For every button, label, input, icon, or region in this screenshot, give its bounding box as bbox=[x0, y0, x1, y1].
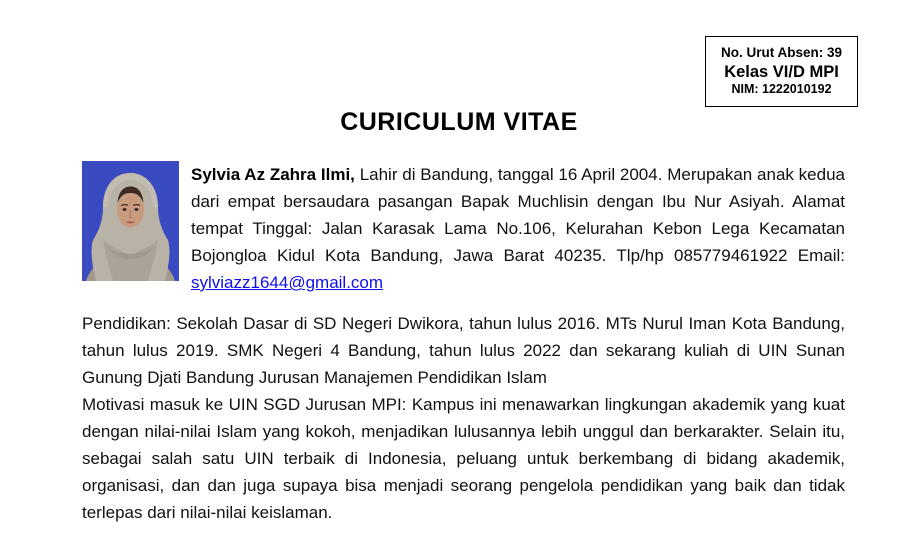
profile-section bbox=[82, 161, 845, 296]
class-label: Kelas VI/D MPI bbox=[724, 62, 839, 81]
nim-number: NIM: 1222010192 bbox=[731, 82, 832, 97]
profile-photo bbox=[82, 161, 179, 281]
person-name: Sylvia Az Zahra Ilmi, bbox=[191, 165, 355, 184]
identity-box bbox=[705, 36, 858, 107]
bio-text: Lahir di Bandung, tanggal 16 April 2004. Merupakan anak kedua dari empat bersaudara pasangan Bapak Muchlisin dengan Ibu Nur Asiyah. Alamat tempat Tinggal: Jalan Karasak Lama No.106, Kelurahan Kebon Lega Kecamatan Bojongloa Kidul Kota Bandung, Jawa Barat 40235. Tlp/hp 085779461922 Email: bbox=[191, 165, 845, 265]
cv-content bbox=[82, 161, 845, 526]
absen-number: No. Urut Absen: 39 bbox=[720, 44, 842, 60]
email-link[interactable]: sylviazz1644@gmail.com bbox=[191, 273, 384, 292]
education-paragraph: Pendidikan: Sekolah Dasar di SD Negeri Dwikora, tahun lulus 2016. MTs Nurul Iman Kota Bandung, tahun lulus 2019. SMK Negeri 4 Bandung, tahun lulus 2022 dan sekarang kuliah di UIN Sunan Gunung Djati Bandung Jurusan Manajemen Pendidikan Islam bbox=[82, 314, 845, 387]
page-title: CURICULUM VITAE bbox=[340, 108, 578, 136]
motivation-paragraph: Motivasi masuk ke UIN SGD Jurusan MPI: Kampus ini menawarkan lingkungan akademik yang kuat dengan nilai-nilai Islam yang kokoh, menjadikan lulusannya lebih unggul dan berkarakter. Selain itu, sebagai salah satu UIN terbaik di Indonesia, peluang untuk berkembang di bidang akademik, organisasi, dan dan juga supaya bisa menjadi seorang pengelola pendidikan yang baik dan tidak terlepas dari nilai-nilai keislaman. bbox=[82, 395, 845, 522]
bio-paragraph bbox=[191, 161, 845, 296]
